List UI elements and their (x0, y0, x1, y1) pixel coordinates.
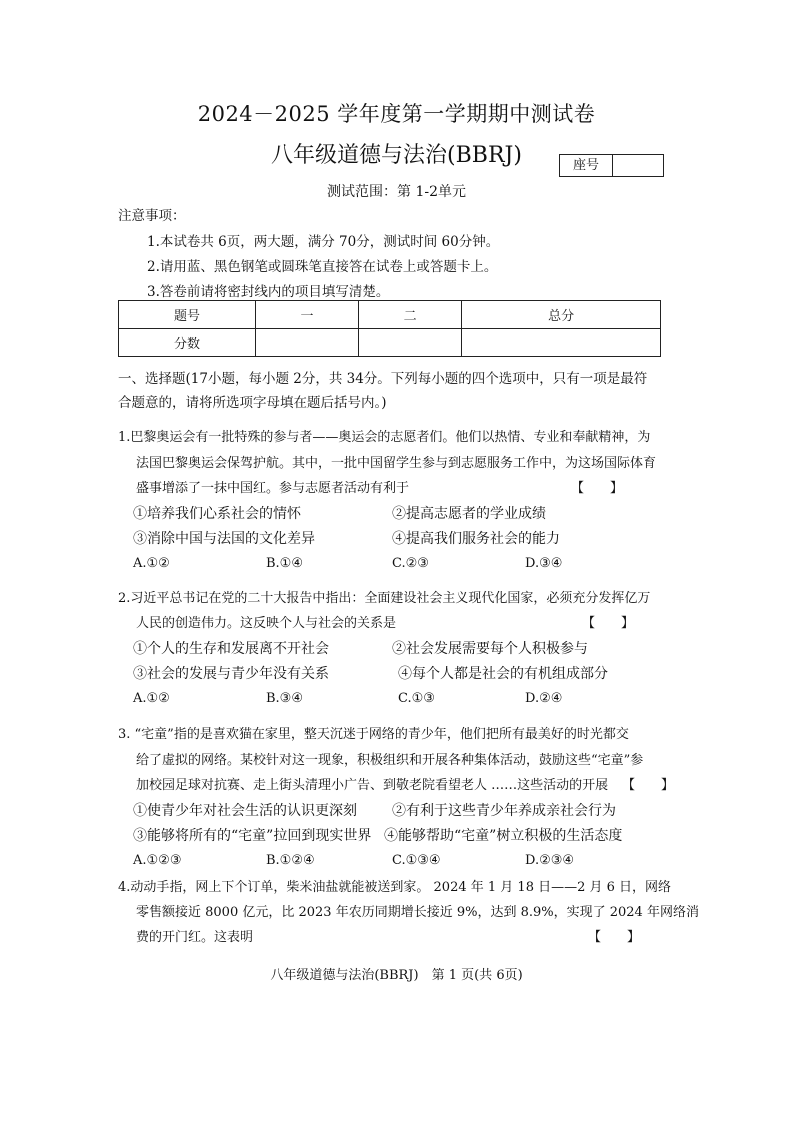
answer-bracket[interactable]: 【 】 (582, 616, 635, 631)
question-1-line: 盛事增添了一抹中国红。参与志愿者活动有利于 (136, 481, 410, 496)
answer-choice: B.①④ (266, 556, 303, 571)
answer-choice: A.①②③ (133, 853, 182, 868)
question-2-option: ④每个人都是社会的有机组成部分 (398, 666, 608, 682)
answer-choice: D.②④ (525, 691, 563, 706)
table-header-cell: 题号 (119, 301, 256, 329)
question-2-option: ①个人的生存和发展离不开社会 (133, 641, 329, 657)
answer-choice: A.①② (133, 556, 170, 571)
question-3-line: 给了虚拟的网络。某校针对这一现象，积极组织和开展各种集体活动，鼓励这些“宅童”参 (136, 753, 644, 768)
seat-number-label: 座号 (560, 155, 613, 176)
answer-choice: C.①③ (398, 691, 435, 706)
section-heading: 一、选择题(17小题，每小题 2分，共 34分。下列每小题的四个选项中，只有一项是最符 (118, 371, 648, 387)
question-3-option: ①使青少年对社会生活的认识更深刻 (133, 803, 357, 819)
answer-choice: B.③④ (266, 691, 303, 706)
exam-subtitle: 八年级道德与法治(BBRJ) (271, 143, 522, 168)
question-1-option: ③消除中国与法国的文化差异 (133, 531, 315, 547)
exam-title: 2024－2025 学年度第一学期期中测试卷 (197, 102, 596, 126)
score-cell[interactable] (359, 329, 462, 357)
answer-bracket[interactable]: 【 】 (571, 481, 624, 496)
answer-bracket[interactable]: 【 】 (588, 930, 641, 945)
question-3-line: 3. “宅童”指的是喜欢猫在家里，整天沉迷于网络的青少年，他们把所有最美好的时光都交 (118, 727, 629, 742)
question-1-option: ①培养我们心系社会的情怀 (133, 506, 301, 522)
table-header-cell: 二 (359, 301, 462, 329)
notice-heading: 注意事项： (118, 208, 186, 224)
question-1-line: 1.巴黎奥运会有一批特殊的参与者——奥运会的志愿者们。他们以热情、专业和奉献精神，为 (118, 430, 651, 445)
score-cell[interactable] (256, 329, 359, 357)
answer-bracket[interactable]: 【 】 (622, 778, 675, 793)
table-header-cell: 总分 (462, 301, 661, 329)
table-row (119, 301, 661, 329)
question-1-option: ②提高志愿者的学业成绩 (392, 506, 546, 522)
page-footer: 八年级道德与法治(BBRJ) 第 1 页(共 6页) (270, 968, 523, 983)
question-4-line: 费的开门红。这表明 (136, 930, 254, 945)
seat-number-field[interactable] (613, 155, 663, 176)
table-header-cell: 一 (256, 301, 359, 329)
answer-choice: D.②③④ (525, 853, 575, 868)
answer-choice: C.②③ (392, 556, 429, 571)
score-table (118, 300, 661, 357)
notice-item: 2.请用蓝、黑色钢笔或圆珠笔直接答在试卷上或答题卡上。 (147, 259, 498, 275)
question-4-line: 4.动动手指，网上下个订单，柴米油盐就能被送到家。 2024 年 1 月 18 日——2 月 6 日，网络 (118, 880, 672, 895)
question-2-option: ②社会发展需要每个人积极参与 (392, 641, 588, 657)
question-3-line: 加校园足球对抗赛、走上街头清理小广告、到敬老院看望老人 ……这些活动的开展 (136, 778, 609, 793)
answer-choice: A.①② (133, 691, 170, 706)
question-2-option: ③社会的发展与青少年没有关系 (133, 666, 329, 682)
question-3-option: ③能够将所有的“宅童”拉回到现实世界 (133, 828, 372, 844)
question-3-option: ②有利于这些青少年养成亲社会行为 (392, 803, 616, 819)
table-row (119, 329, 661, 357)
answer-choice: C.①③④ (392, 853, 441, 868)
question-1-option: ④提高我们服务社会的能力 (392, 531, 560, 547)
question-4-line: 零售额接近 8000 亿元，比 2023 年农历同期增长接近 9%，达到 8.9%，实现了 2024 年网络消 (136, 905, 699, 920)
question-1-line: 法国巴黎奥运会保驾护航。其中，一批中国留学生参与到志愿服务工作中，为这场国际体育 (136, 456, 657, 471)
test-scope: 测试范围：第 1-2单元 (327, 184, 466, 200)
section-heading-cont: 合题意的，请将所选项字母填在题后括号内。) (118, 395, 387, 411)
seat-number-box (559, 154, 664, 177)
table-row-label: 分数 (119, 329, 256, 357)
question-2-line: 2.习近平总书记在党的二十大报告中指出：全面建设社会主义现代化国家，必须充分发挥亿万 (118, 591, 651, 606)
notice-item: 3.答卷前请将密封线内的项目填写清楚。 (147, 284, 390, 300)
score-cell[interactable] (462, 329, 661, 357)
answer-choice: B.①②④ (266, 853, 315, 868)
answer-choice: D.③④ (525, 556, 563, 571)
notice-item: 1.本试卷共 6页，两大题，满分 70分，测试时间 60分钟。 (147, 234, 500, 250)
question-2-line: 人民的创造伟力。这反映个人与社会的关系是 (136, 616, 397, 631)
question-3-option: ④能够帮助“宅童”树立积极的生活态度 (384, 828, 623, 844)
